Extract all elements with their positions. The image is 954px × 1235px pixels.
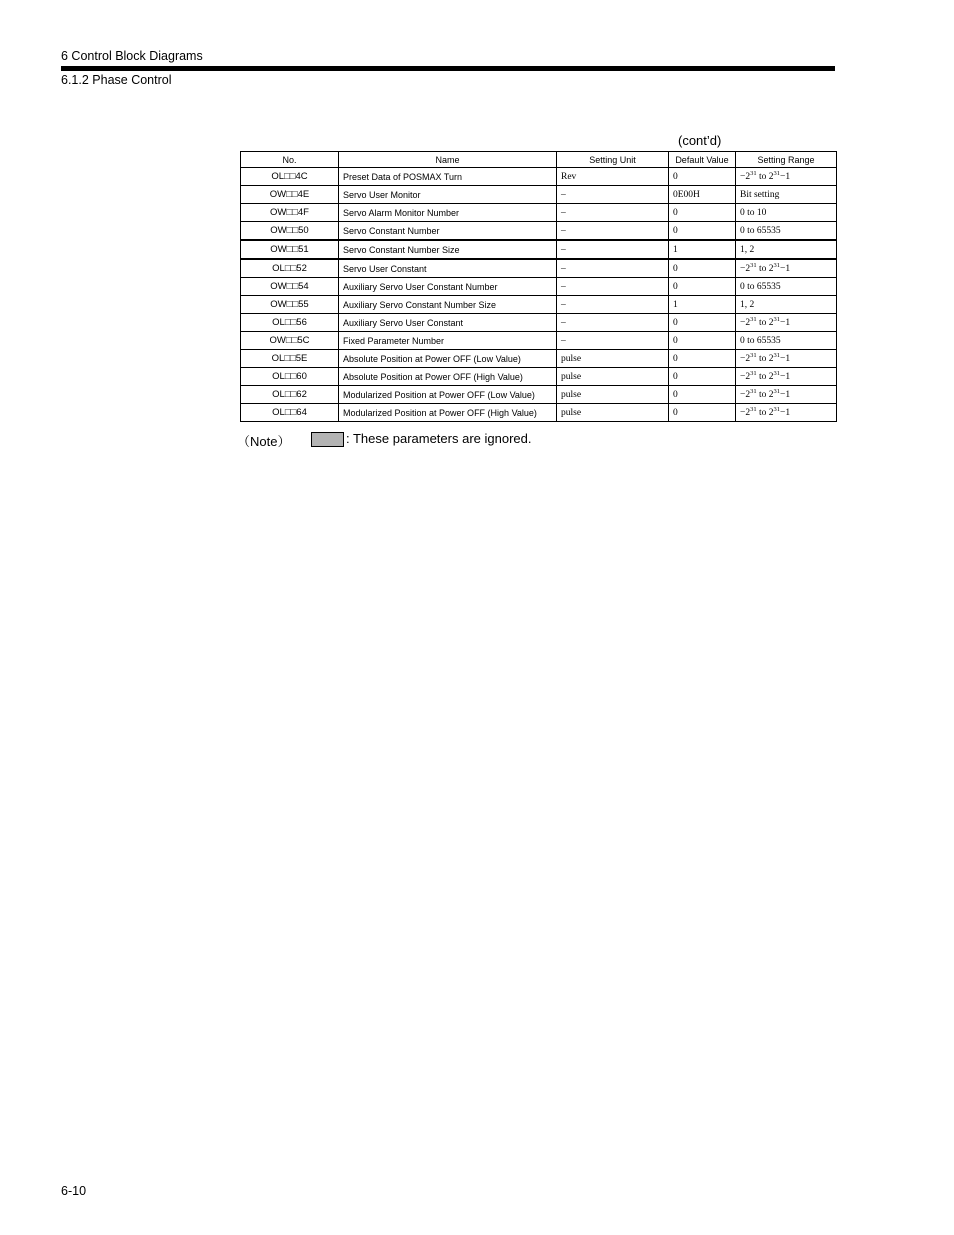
- param-no: OL□□5E: [241, 350, 339, 368]
- param-name: Auxiliary Servo Constant Number Size: [339, 296, 557, 314]
- param-default-value: 1: [669, 296, 736, 314]
- param-no: OW□□55: [241, 296, 339, 314]
- param-setting-unit: –: [557, 204, 669, 222]
- param-setting-unit: –: [557, 259, 669, 278]
- param-name: Servo User Constant: [339, 259, 557, 278]
- param-name: Servo Alarm Monitor Number: [339, 204, 557, 222]
- param-setting-unit: pulse: [557, 350, 669, 368]
- table-row: [241, 332, 837, 350]
- param-name: Servo Constant Number: [339, 222, 557, 241]
- param-default-value: 0: [669, 222, 736, 241]
- page-number: 6-10: [61, 1184, 87, 1198]
- param-name: Absolute Position at Power OFF (Low Value): [339, 350, 557, 368]
- table-row: [241, 314, 837, 332]
- param-default-value: 0: [669, 368, 736, 386]
- param-default-value: 0: [669, 314, 736, 332]
- param-no: OW□□5C: [241, 332, 339, 350]
- param-name: Modularized Position at Power OFF (Low Value): [339, 386, 557, 404]
- table-row: [241, 168, 837, 186]
- param-no: OL□□60: [241, 368, 339, 386]
- table-body: [241, 168, 837, 422]
- param-setting-unit: –: [557, 296, 669, 314]
- param-no: OL□□4C: [241, 168, 339, 186]
- table-row: [241, 186, 837, 204]
- param-default-value: 0: [669, 386, 736, 404]
- param-setting-unit: –: [557, 278, 669, 296]
- param-setting-range: Bit setting: [736, 186, 837, 204]
- param-setting-range: 0 to 65535: [736, 222, 837, 241]
- note-text: : These parameters are ignored.: [346, 431, 532, 446]
- param-setting-range: $-2^{31}$ to $2^{31}-1$: [736, 259, 837, 278]
- table-row: [241, 368, 837, 386]
- param-setting-range: $-2^{31}$ to $2^{31}-1$: [736, 404, 837, 422]
- param-default-value: 0: [669, 204, 736, 222]
- param-setting-unit: pulse: [557, 404, 669, 422]
- param-setting-range: $-2^{31}$ to $2^{31}-1$: [736, 386, 837, 404]
- parameter-table: [240, 151, 837, 422]
- param-setting-unit: –: [557, 332, 669, 350]
- continued-label: (cont’d): [678, 133, 722, 148]
- col-header-default-value: Default Value: [669, 152, 736, 168]
- param-setting-unit: –: [557, 186, 669, 204]
- param-name: Servo Constant Number Size: [339, 240, 557, 259]
- param-default-value: 1: [669, 240, 736, 259]
- param-name: Servo User Monitor: [339, 186, 557, 204]
- table-row: [241, 222, 837, 241]
- param-setting-range: 1, 2: [736, 296, 837, 314]
- param-setting-range: $-2^{31}$ to $2^{31}-1$: [736, 314, 837, 332]
- param-setting-unit: pulse: [557, 386, 669, 404]
- note-label: （Note）: [237, 434, 291, 449]
- col-header-no: No.: [241, 152, 339, 168]
- param-default-value: 0: [669, 350, 736, 368]
- col-header-setting-range: Setting Range: [736, 152, 837, 168]
- param-setting-range: 0 to 65535: [736, 278, 837, 296]
- param-no: OW□□4F: [241, 204, 339, 222]
- section-heading: 6.1.2 Phase Control: [61, 73, 172, 87]
- param-setting-unit: Rev: [557, 168, 669, 186]
- ignored-swatch: [311, 432, 344, 447]
- param-default-value: 0: [669, 259, 736, 278]
- param-setting-unit: pulse: [557, 368, 669, 386]
- param-setting-range: 0 to 65535: [736, 332, 837, 350]
- param-setting-range: 1, 2: [736, 240, 837, 259]
- param-default-value: 0: [669, 404, 736, 422]
- table-row: [241, 240, 837, 259]
- table-row: [241, 259, 837, 278]
- param-no: OW□□54: [241, 278, 339, 296]
- param-name: Modularized Position at Power OFF (High Value): [339, 404, 557, 422]
- param-default-value: 0: [669, 332, 736, 350]
- param-no: OL□□64: [241, 404, 339, 422]
- param-no: OL□□52: [241, 259, 339, 278]
- table-header-row: [241, 152, 837, 168]
- param-name: Preset Data of POSMAX Turn: [339, 168, 557, 186]
- param-default-value: 0: [669, 168, 736, 186]
- param-no: OL□□62: [241, 386, 339, 404]
- table-row: [241, 404, 837, 422]
- param-name: Auxiliary Servo User Constant Number: [339, 278, 557, 296]
- param-no: OW□□4E: [241, 186, 339, 204]
- param-name: Auxiliary Servo User Constant: [339, 314, 557, 332]
- param-setting-unit: –: [557, 314, 669, 332]
- param-name: Absolute Position at Power OFF (High Value): [339, 368, 557, 386]
- param-setting-range: $-2^{31}$ to $2^{31}-1$: [736, 368, 837, 386]
- table-row: [241, 350, 837, 368]
- chapter-heading: 6 Control Block Diagrams: [61, 49, 203, 63]
- param-no: OL□□56: [241, 314, 339, 332]
- param-setting-unit: –: [557, 240, 669, 259]
- param-no: OW□□50: [241, 222, 339, 241]
- table-row: [241, 204, 837, 222]
- param-default-value: 0: [669, 278, 736, 296]
- param-no: OW□□51: [241, 240, 339, 259]
- param-setting-range: $-2^{31}$ to $2^{31}-1$: [736, 168, 837, 186]
- header-rule: [61, 66, 835, 71]
- param-setting-range: 0 to 10: [736, 204, 837, 222]
- col-header-name: Name: [339, 152, 557, 168]
- param-name: Fixed Parameter Number: [339, 332, 557, 350]
- table-row: [241, 386, 837, 404]
- param-setting-range: $-2^{31}$ to $2^{31}-1$: [736, 350, 837, 368]
- table-row: [241, 278, 837, 296]
- param-default-value: 0E00H: [669, 186, 736, 204]
- param-setting-unit: –: [557, 222, 669, 241]
- col-header-setting-unit: Setting Unit: [557, 152, 669, 168]
- table-row: [241, 296, 837, 314]
